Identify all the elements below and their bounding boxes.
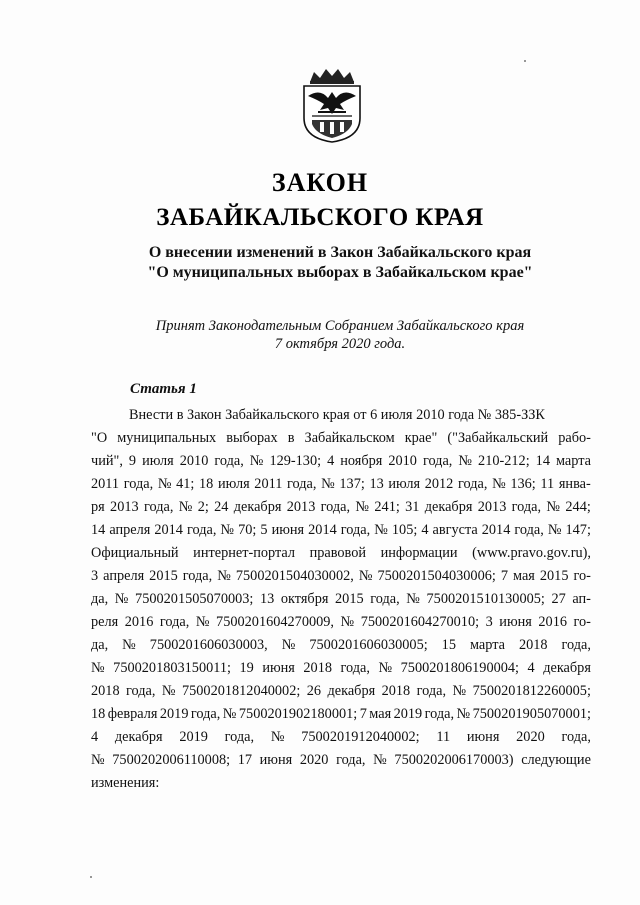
- word: 7: [359, 706, 367, 722]
- word: 7500201604270009,: [216, 614, 334, 630]
- article-line: [91, 749, 591, 772]
- word: выборах: [226, 430, 278, 446]
- word: 7: [500, 568, 508, 584]
- scan-speck: [90, 876, 92, 878]
- article-line: [91, 726, 591, 749]
- word: 2018: [518, 637, 548, 653]
- word: (www.pravo.gov.ru),: [472, 545, 591, 561]
- word: в: [287, 430, 295, 446]
- word: июня: [499, 614, 532, 630]
- word: 7500201604270010;: [360, 614, 480, 630]
- word: года,: [320, 499, 351, 515]
- word: года,: [416, 683, 447, 699]
- word: 7500201803150011;: [113, 660, 231, 676]
- article-line: [91, 657, 591, 680]
- word: марта: [555, 453, 591, 469]
- word: №: [195, 614, 210, 630]
- word: интернет-портал: [193, 545, 296, 561]
- word: 241;: [374, 499, 400, 515]
- word: октября: [280, 591, 329, 607]
- word: 2018: [303, 660, 332, 676]
- word: года,: [143, 499, 174, 515]
- word: 2014: [481, 522, 511, 538]
- word: 2016: [538, 614, 567, 630]
- word: 11: [436, 729, 451, 745]
- word: 2019: [393, 706, 423, 722]
- word: июля: [142, 453, 174, 469]
- word: 2;: [197, 499, 209, 515]
- word: №: [373, 752, 387, 768]
- word: 2012: [424, 476, 454, 492]
- word: 2010: [388, 453, 417, 469]
- word: №: [456, 706, 471, 722]
- word: 2018: [381, 683, 411, 699]
- word: №: [222, 706, 237, 722]
- word: да,: [91, 591, 109, 607]
- word: 2015: [335, 591, 364, 607]
- document-title: ЗАКОН: [271, 168, 369, 197]
- word: 4: [327, 453, 335, 469]
- word: 2010: [179, 453, 209, 469]
- word: 15: [441, 637, 456, 653]
- word: 27: [551, 591, 566, 607]
- document-subtitle-line2: "О муниципальных выборах в Забайкальском крае": [147, 264, 533, 281]
- word: 2015: [149, 568, 178, 584]
- word: 2011: [91, 476, 120, 492]
- article-line: [91, 427, 591, 450]
- word: года,: [511, 499, 542, 515]
- word: правовой: [309, 545, 367, 561]
- word: 129-130;: [269, 453, 322, 469]
- word: янва-: [558, 476, 591, 492]
- word: 2014: [154, 522, 183, 538]
- word: 70;: [238, 522, 257, 538]
- word: декабря: [114, 729, 163, 745]
- article-line: [91, 473, 591, 496]
- word: 14: [91, 522, 106, 538]
- word: муниципальных: [117, 430, 217, 446]
- word: 3: [91, 568, 99, 584]
- word: апреля: [109, 522, 151, 538]
- word: 7500201606030005;: [309, 637, 428, 653]
- word: февраля: [107, 706, 158, 722]
- word: 18: [199, 476, 214, 492]
- word: декабря: [327, 683, 376, 699]
- word: года,: [126, 683, 156, 699]
- word: 2019: [179, 729, 208, 745]
- word: 7500201504030002,: [235, 568, 354, 584]
- word: ("Забайкальский: [447, 430, 549, 446]
- word: года,: [424, 706, 455, 722]
- article-line: [91, 588, 591, 611]
- word: декабря: [543, 660, 591, 676]
- word: года,: [340, 660, 370, 676]
- word: №: [220, 522, 235, 538]
- article-line: [91, 496, 591, 519]
- word: года,: [340, 522, 371, 538]
- document-region-title: ЗАБАЙКАЛЬСКОГО КРАЯ: [156, 204, 484, 231]
- word: года,: [514, 522, 544, 538]
- document-subtitle-line1: О внесении изменений в Закон Забайкальского края: [148, 244, 532, 261]
- word: 19: [239, 660, 254, 676]
- word: июля: [388, 476, 421, 492]
- word: 7500201902180001;: [238, 706, 358, 722]
- word: 2015: [539, 568, 569, 584]
- word: года,: [224, 729, 255, 745]
- word: 7500201912040002;: [301, 729, 420, 745]
- word: №: [378, 660, 393, 676]
- word: июня: [271, 522, 305, 538]
- word: года,: [561, 729, 591, 745]
- word: №: [122, 637, 136, 653]
- word: чий",: [91, 453, 123, 469]
- word: 26: [306, 683, 322, 699]
- word: да,: [91, 637, 109, 653]
- word: №: [161, 683, 176, 699]
- word: 7500201510130005;: [426, 591, 545, 607]
- word: 2013: [286, 499, 316, 515]
- word: 4: [421, 522, 429, 538]
- word: 41;: [176, 476, 195, 492]
- word: №: [406, 591, 420, 607]
- article-line: [91, 450, 591, 473]
- word: июня: [259, 752, 293, 768]
- word: №: [321, 476, 335, 492]
- word: го-: [573, 614, 591, 630]
- word: крае": [404, 430, 438, 446]
- word: 5: [260, 522, 268, 538]
- word: 7500201504030006;: [377, 568, 496, 584]
- word: №: [340, 614, 355, 630]
- word: го-: [573, 568, 591, 584]
- word: 137;: [339, 476, 365, 492]
- article-line: изменения:: [91, 775, 160, 791]
- word: 31: [405, 499, 420, 515]
- word: июня: [262, 660, 295, 676]
- word: 7500201905070001;: [472, 706, 591, 722]
- word: 14: [535, 453, 550, 469]
- word: года,: [186, 522, 217, 538]
- word: года,: [561, 637, 591, 653]
- word: ноября: [340, 453, 383, 469]
- word: №: [452, 683, 467, 699]
- word: Забайкальском: [304, 430, 395, 446]
- word: Официальный: [91, 545, 179, 561]
- word: года,: [214, 453, 244, 469]
- word: 210-212;: [478, 453, 530, 469]
- word: августа: [432, 522, 478, 538]
- word: года,: [336, 752, 366, 768]
- word: июля: [217, 476, 250, 492]
- word: апреля: [103, 568, 145, 584]
- word: 7500202006110008;: [112, 752, 231, 768]
- word: 7500201606030003,: [149, 637, 268, 653]
- word: года,: [457, 476, 488, 492]
- scan-speck: [524, 60, 526, 62]
- word: 2019: [159, 706, 189, 722]
- word: мая: [369, 706, 392, 722]
- word: марта: [469, 637, 505, 653]
- word: декабря: [233, 499, 282, 515]
- word: 7500201806190004;: [400, 660, 520, 676]
- word: года,: [123, 476, 154, 492]
- word: №: [157, 476, 172, 492]
- article-heading: Статья 1: [130, 381, 197, 397]
- word: №: [546, 499, 561, 515]
- word: №: [547, 522, 562, 538]
- word: июня: [466, 729, 500, 745]
- word: 2014: [308, 522, 337, 538]
- word: 7500202006170003): [394, 752, 514, 768]
- coat-of-arms-icon: [298, 66, 366, 144]
- word: 13: [369, 476, 384, 492]
- word: 13: [260, 591, 275, 607]
- adoption-note-line1: Принят Законодательным Собранием Забайкальского края: [155, 318, 525, 334]
- word: информации: [380, 545, 458, 561]
- article-body: [91, 404, 591, 795]
- word: 2011: [254, 476, 283, 492]
- article-line: Внести в Закон Забайкальского края от 6 июля 2010 года № 385-ЗЗК: [129, 407, 545, 423]
- word: 2016: [124, 614, 154, 630]
- word: 147;: [565, 522, 591, 538]
- article-line: [91, 703, 591, 726]
- article-line: [91, 634, 591, 657]
- word: №: [217, 568, 231, 584]
- word: года,: [370, 591, 400, 607]
- word: 2018: [91, 683, 120, 699]
- word: 2020: [299, 752, 329, 768]
- word: №: [91, 752, 105, 768]
- word: следующие: [521, 752, 591, 768]
- word: №: [91, 660, 105, 676]
- word: 9: [128, 453, 137, 469]
- word: №: [358, 568, 373, 584]
- word: 18: [91, 706, 106, 722]
- word: 11: [540, 476, 555, 492]
- word: "О: [91, 430, 108, 446]
- word: 2013: [477, 499, 507, 515]
- word: 2020: [516, 729, 545, 745]
- word: года,: [422, 453, 453, 469]
- word: 4: [91, 729, 99, 745]
- word: №: [178, 499, 193, 515]
- word: 7500201812260005;: [472, 683, 591, 699]
- word: рабо-: [558, 430, 591, 446]
- word: 7500201505070003;: [135, 591, 254, 607]
- word: года,: [159, 614, 190, 630]
- adoption-note-line2: 7 октября 2020 года.: [274, 336, 406, 352]
- word: 4: [527, 660, 535, 676]
- word: года,: [190, 706, 221, 722]
- word: 7500201812040002;: [181, 683, 301, 699]
- article-line: [91, 565, 591, 588]
- word: №: [270, 729, 285, 745]
- word: мая: [513, 568, 535, 584]
- word: декабря: [424, 499, 473, 515]
- article-line: [91, 519, 591, 542]
- word: №: [374, 522, 388, 538]
- word: года,: [182, 568, 213, 584]
- article-line: [91, 680, 591, 703]
- word: №: [281, 637, 296, 653]
- word: 17: [237, 752, 253, 768]
- word: реля: [91, 614, 119, 630]
- word: года,: [287, 476, 317, 492]
- word: 3: [485, 614, 493, 630]
- article-line: [91, 611, 591, 634]
- word: 136;: [510, 476, 536, 492]
- article-line: [91, 542, 591, 565]
- word: №: [114, 591, 129, 607]
- word: №: [458, 453, 473, 469]
- word: ря: [91, 499, 105, 515]
- word: №: [355, 499, 370, 515]
- word: 2013: [110, 499, 139, 515]
- word: 244;: [565, 499, 591, 515]
- word: 105;: [391, 522, 418, 538]
- word: №: [249, 453, 264, 469]
- word: №: [492, 476, 506, 492]
- word: 24: [214, 499, 229, 515]
- word: ап-: [572, 591, 591, 607]
